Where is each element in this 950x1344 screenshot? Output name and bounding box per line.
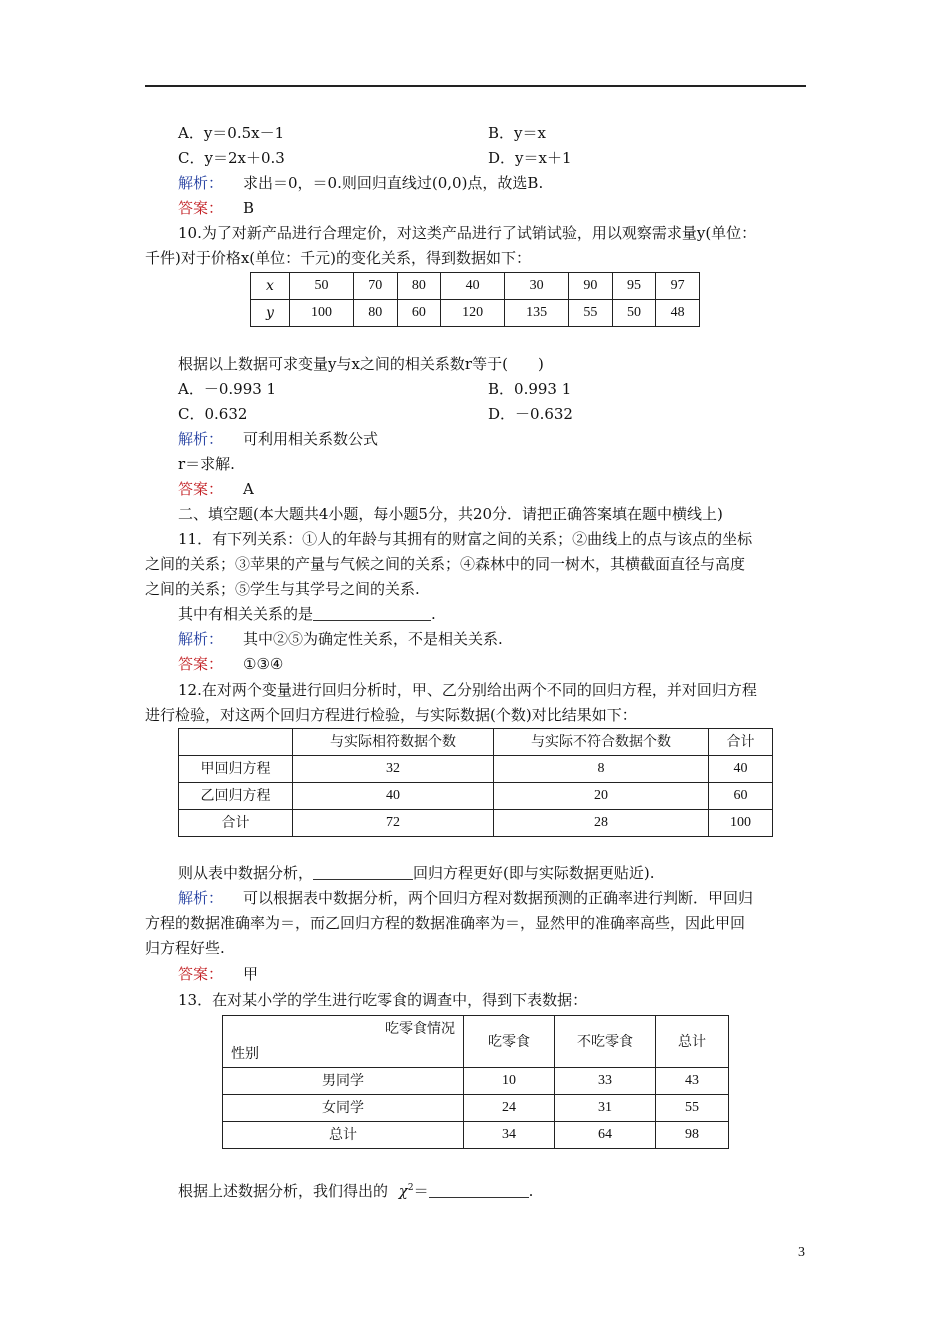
q11-line2: 之间的关系；③苹果的产量与气候之间的关系；④森林中的同一树木，其横截面直径与高度	[145, 555, 746, 573]
table-cell: 95	[612, 273, 656, 300]
table-cell: 80	[353, 300, 397, 327]
table-row	[179, 756, 773, 783]
q10-option-a: A．－0.993 1	[178, 380, 277, 398]
table-cell: 97	[656, 273, 700, 300]
table-header-row	[179, 729, 773, 756]
table-cell: 20	[494, 783, 709, 810]
answer-text: A	[243, 480, 254, 498]
table-cell: 33	[555, 1068, 656, 1095]
question-text: 其中有相关关系的是	[178, 605, 314, 623]
q10-stem-line2: 千件)对于价格x(单位：千元)的变化关系，得到数据如下：	[145, 249, 532, 267]
table-cell: 120	[441, 300, 505, 327]
table-cell: y	[251, 300, 290, 327]
table-cell: 60	[709, 783, 773, 810]
question-text: .	[431, 605, 436, 623]
q12-answer	[178, 964, 258, 984]
table-row	[223, 1095, 729, 1122]
q11-answer	[178, 654, 283, 674]
q10-analysis	[178, 429, 378, 449]
q12-analysis	[178, 888, 753, 908]
q9-option-c: C．y＝2x＋0.3	[178, 149, 285, 167]
question-text: 则从表中数据分析，	[178, 864, 314, 882]
question-text: 回归方程更好(即与实际数据更贴近).	[413, 864, 655, 882]
table-cell: 80	[397, 273, 441, 300]
q9-option-a: A．y＝0.5x－1	[178, 124, 285, 142]
question-text: 根据上述数据分析，我们得出的	[178, 1182, 389, 1200]
section2-heading: 二、填空题(本大题共4小题，每小题5分，共20分．请把正确答案填在题中横线上)	[178, 505, 723, 523]
analysis-text: 其中②⑤为确定性关系，不是相关关系.	[243, 630, 503, 648]
q13-line1: 13．在对某小学的学生进行吃零食的调查中，得到下表数据：	[178, 991, 588, 1009]
table-cell: 40	[709, 756, 773, 783]
q9-option-b: B．y＝x	[488, 124, 546, 142]
q12-analysis-line3: 归方程好些.	[145, 939, 225, 957]
table-cell: 70	[353, 273, 397, 300]
chi-symbol: χ	[398, 1182, 408, 1200]
q10-stem-line1: 10.为了对新产品进行合理定价，对这类产品进行了试销试验，用以观察需求量y(单位：	[178, 224, 757, 242]
table-cell: 48	[656, 300, 700, 327]
table-cell: 男同学	[223, 1068, 464, 1095]
table-cell: 24	[464, 1095, 555, 1122]
q10-option-c: C．0.632	[178, 405, 248, 423]
q10-option-d: D．－0.632	[488, 405, 573, 423]
q10-option-b: B．0.993 1	[488, 380, 572, 398]
answer-text: 甲	[243, 965, 259, 983]
table-cell: 43	[656, 1068, 729, 1095]
answer-blank	[429, 1182, 529, 1198]
table-cell: 32	[293, 756, 494, 783]
answer-label: 答案：	[178, 199, 224, 217]
equals-sign: ＝	[413, 1182, 429, 1200]
table-cell: 总计	[656, 1016, 729, 1068]
corner-label-top: 吃零食情况	[385, 1021, 455, 1037]
analysis-label: 解析：	[178, 889, 224, 907]
table-cell: 72	[293, 810, 494, 837]
page-number: 3	[798, 1245, 805, 1260]
table-cell: 8	[494, 756, 709, 783]
table-cell: 甲回归方程	[179, 756, 293, 783]
table-cell: 总计	[223, 1122, 464, 1149]
table-cell: 50	[290, 273, 354, 300]
q10-question: 根据以上数据可求变量y与x之间的相关系数r等于( )	[178, 355, 544, 373]
answer-label: 答案：	[178, 480, 224, 498]
table-cell: 55	[569, 300, 613, 327]
q9-answer	[178, 198, 254, 218]
q9-option-d: D．y＝x＋1	[488, 149, 572, 167]
analysis-text: 可以根据表中数据分析，两个回归方程对数据预测的正确率进行判断．甲回归	[243, 889, 754, 907]
table-cell: 吃零食	[464, 1016, 555, 1068]
table-cell: 135	[505, 300, 569, 327]
q10-analysis-line2: r＝求解.	[178, 455, 235, 473]
table-cell: 与实际不符合数据个数	[494, 729, 709, 756]
table-row	[179, 783, 773, 810]
q12-line1: 12.在对两个变量进行回归分析时，甲、乙分别给出两个不同的回归方程，并对回归方程	[178, 681, 757, 699]
answer-blank	[313, 864, 413, 880]
q12-question	[178, 863, 655, 883]
table-row	[223, 1068, 729, 1095]
table-cell	[179, 729, 293, 756]
table-cell: x	[251, 273, 290, 300]
q12-line2: 进行检验，对这两个回归方程进行检验，与实际数据(个数)对比结果如下：	[145, 706, 637, 724]
table-cell: 30	[505, 273, 569, 300]
chi-power: 2	[407, 1183, 414, 1193]
analysis-text: 可利用相关系数公式	[243, 430, 379, 448]
q11-line1: 11．有下列关系：①人的年龄与其拥有的财富之间的关系；②曲线上的点与该点的坐标	[178, 530, 753, 548]
analysis-text: 求出＝0，＝0.则回归直线过(0,0)点，故选B.	[243, 174, 544, 192]
q12-analysis-line2: 方程的数据准确率为＝，而乙回归方程的数据准确率为＝，显然甲的准确率高些，因此甲回	[145, 914, 746, 932]
table-cell: 28	[494, 810, 709, 837]
analysis-label: 解析：	[178, 630, 224, 648]
table-cell: 31	[555, 1095, 656, 1122]
table-cell: 90	[569, 273, 613, 300]
table-header-row	[223, 1016, 729, 1068]
table-row-y	[251, 300, 700, 327]
table-cell: 55	[656, 1095, 729, 1122]
q11-analysis	[178, 629, 503, 649]
q10-data-table	[250, 272, 700, 327]
answer-label: 答案：	[178, 965, 224, 983]
q11-line3: 之间的关系；⑤学生与其学号之间的关系.	[145, 580, 420, 598]
table-cell: 10	[464, 1068, 555, 1095]
table-cell: 60	[397, 300, 441, 327]
table-cell: 100	[290, 300, 354, 327]
q11-question	[178, 604, 436, 624]
table-cell: 100	[709, 810, 773, 837]
answer-label: 答案：	[178, 655, 224, 673]
table-cell: 合计	[709, 729, 773, 756]
corner-label-bottom: 性别	[231, 1046, 259, 1062]
header-rule	[145, 85, 806, 87]
table-cell: 乙回归方程	[179, 783, 293, 810]
answer-text: B	[243, 199, 255, 217]
table-row	[223, 1122, 729, 1149]
table-cell: 与实际相符数据个数	[293, 729, 494, 756]
analysis-label: 解析：	[178, 430, 224, 448]
answer-blank	[313, 605, 431, 621]
q13-survey-table	[222, 1015, 729, 1149]
table-cell: 34	[464, 1122, 555, 1149]
table-cell: 50	[612, 300, 656, 327]
answer-text: ①③④	[243, 655, 284, 673]
q12-comparison-table	[178, 728, 773, 837]
table-cell: 64	[555, 1122, 656, 1149]
table-row-x	[251, 273, 700, 300]
table-cell: 合计	[179, 810, 293, 837]
table-cell: 不吃零食	[555, 1016, 656, 1068]
table-row	[179, 810, 773, 837]
question-text: .	[528, 1182, 534, 1200]
analysis-label: 解析：	[178, 174, 224, 192]
table-cell: 40	[441, 273, 505, 300]
table-cell: 女同学	[223, 1095, 464, 1122]
q10-answer	[178, 479, 254, 499]
table-cell: 98	[656, 1122, 729, 1149]
q13-question	[178, 1178, 533, 1201]
q9-analysis	[178, 173, 543, 193]
table-corner-cell	[223, 1016, 464, 1068]
table-cell: 40	[293, 783, 494, 810]
